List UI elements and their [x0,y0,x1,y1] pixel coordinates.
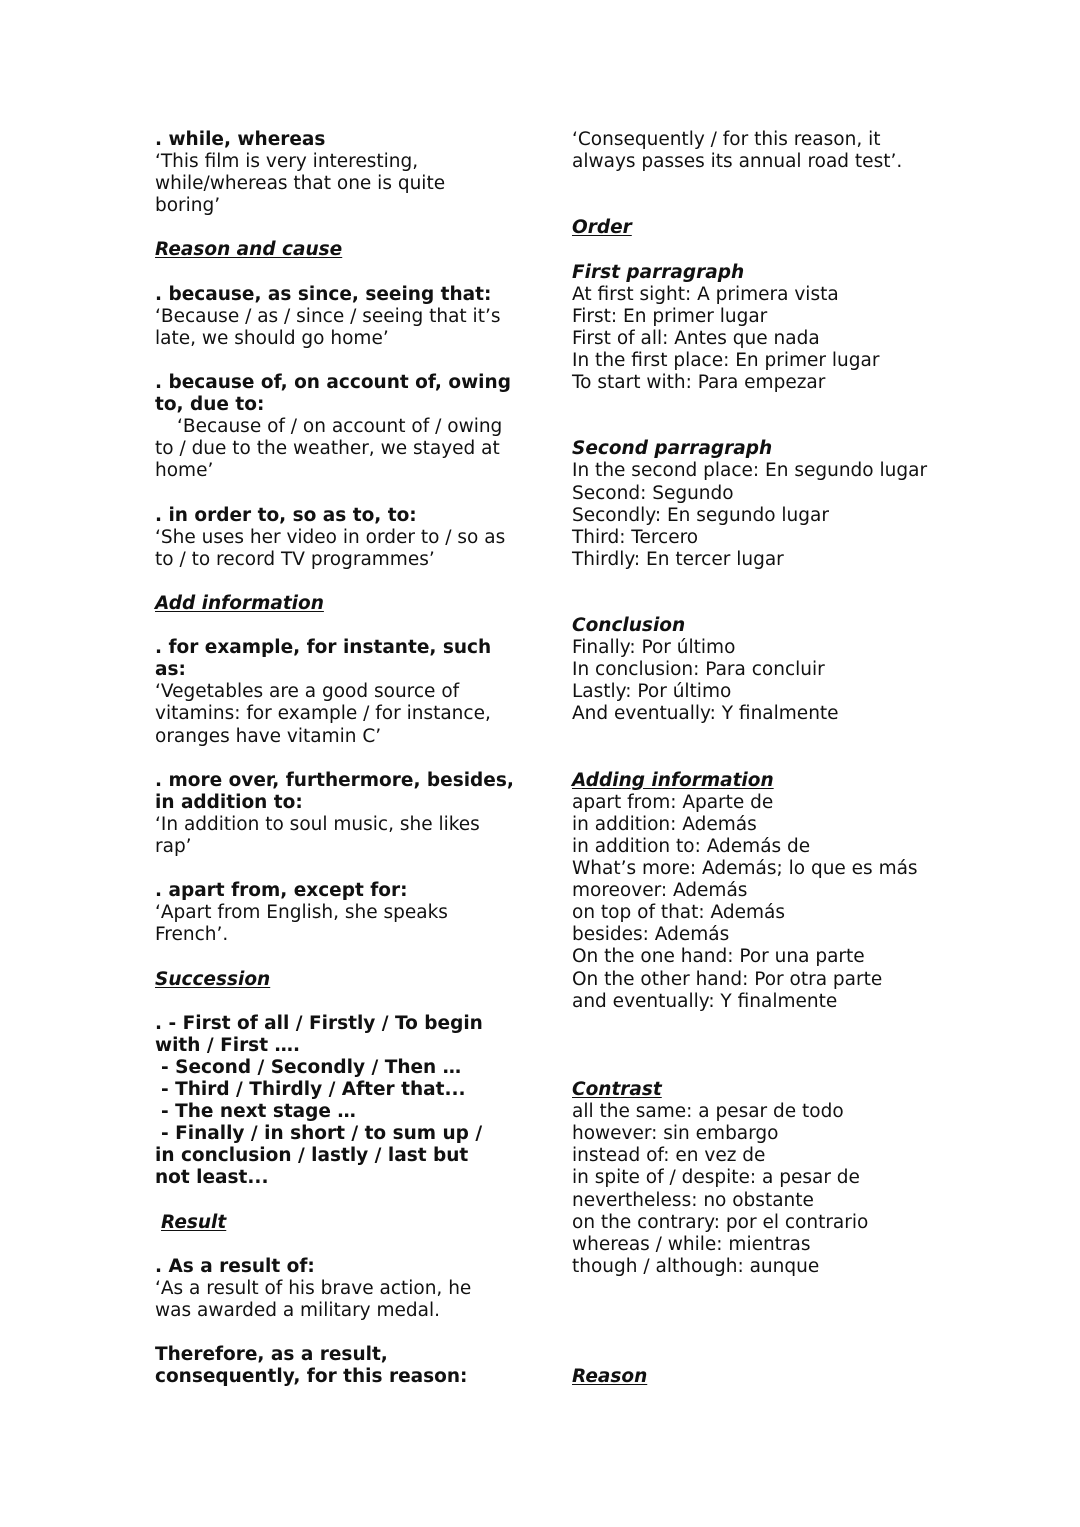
vocab-item: And eventually: Y finalmente [572,703,839,725]
vocab-item: On the one hand: Por una parte [572,946,865,968]
succession-line: - Second / Secondly / Then … [161,1056,462,1078]
example-line: oranges have vitamin C’ [155,725,382,747]
example-line: to / due to the weather, we stayed at [155,438,500,460]
example-line: ‘Because of / on account of / owing [177,416,503,438]
connector-moreover: in addition to: [155,791,303,813]
example-line: ‘Vegetables are a good source of [155,681,460,703]
succession-line: . - First of all / Firstly / To begin [155,1012,483,1034]
connector-because-of: . because of, on account of, owing [155,372,511,394]
connector-moreover: . more over, furthermore, besides, [155,769,514,791]
vocab-item: whereas / while: mientras [572,1233,811,1255]
vocab-item: Lastly: Por último [572,681,732,703]
connector-for-example: as: [155,659,186,681]
example-line: ‘This film is very interesting, [155,151,419,173]
example-line: to / to record TV programmes’ [155,548,435,570]
example-line: French’. [155,924,229,946]
section-heading-adding-information: Adding information [572,769,774,791]
connector-as-a-result: . As a result of: [155,1255,315,1277]
connector-because-of: to, due to: [155,394,265,416]
vocab-item: in spite of / despite: a pesar de [572,1167,860,1189]
section-heading-result: Result [161,1211,227,1233]
connector-while: . while, whereas [155,129,326,150]
example-line: ‘Because / as / since / seeing that it’s [155,305,501,327]
example-line: was awarded a military medal. [155,1299,441,1321]
vocab-item: First: En primer lugar [572,305,768,327]
example-line: late, we should go home’ [155,327,389,349]
vocab-item: and eventually: Y finalmente [572,990,838,1012]
vocab-item: apart from: Aparte de [572,791,774,813]
right-column [572,129,952,1388]
example-line: ‘In addition to soul music, she likes [155,813,480,835]
vocab-item: First of all: Antes que nada [572,327,820,349]
connector-for-example: . for example, for instante, such [155,637,492,659]
vocab-item: Thirdly: En tercer lugar [572,548,784,570]
example-line: ‘Apart from English, she speaks [155,902,448,924]
left-column [155,129,525,1388]
vocab-item: What’s more: Además; lo que es más [572,858,918,880]
vocab-item: Finally: Por último [572,637,736,659]
succession-line: with / First …. [155,1034,301,1056]
vocab-item: nevertheless: no obstante [572,1189,814,1211]
vocab-item: At first sight: A primera vista [572,283,839,305]
section-heading-contrast: Contrast [572,1079,662,1101]
connector-therefore: Therefore, as a result, [155,1344,388,1366]
connector-apart-from: . apart from, except for: [155,880,408,902]
example-line: ‘She uses her video in order to / so as [155,526,506,548]
connector-therefore: consequently, for this reason: [155,1366,468,1388]
vocab-item: Third: Tercero [572,526,699,548]
section-heading-add-information: Add information [155,592,324,614]
vocab-item: all the same: a pesar de todo [572,1101,844,1123]
example-line: while/whereas that one is quite [155,173,446,195]
example-line: home’ [155,460,214,482]
succession-line: - Finally / in short / to sum up / [161,1123,483,1145]
subheading-conclusion: Conclusion [572,615,686,637]
connector-because: . because, as since, seeing that: [155,283,492,305]
vocab-item: Secondly: En segundo lugar [572,504,829,526]
vocab-item: In the first place: En primer lugar [572,349,880,371]
succession-line: not least... [155,1167,269,1189]
example-line: ‘As a result of his brave action, he [155,1277,472,1299]
vocab-item: however: sin embargo [572,1123,779,1145]
section-heading-reason: Reason [572,1366,648,1388]
vocab-item: On the other hand: Por otra parte [572,968,883,990]
vocab-item: on top of that: Además [572,902,785,924]
vocab-item: in addition to: Además de [572,836,811,857]
example-line: always passes its annual road test’. [572,151,903,173]
section-heading-succession: Succession [155,968,271,990]
vocab-item: on the contrary: por el contrario [572,1211,869,1233]
example-line: rap’ [155,836,192,857]
vocab-item: In the second place: En segundo lugar [572,460,928,482]
vocab-item: To start with: Para empezar [572,372,826,394]
example-line: boring’ [155,195,221,217]
subheading-first-paragraph: First parragraph [572,261,745,283]
vocab-item: though / although: aunque [572,1255,820,1277]
vocab-item: moreover: Además [572,880,748,902]
example-line: vitamins: for example / for instance, [155,703,491,725]
connector-in-order-to: . in order to, so as to, to: [155,504,417,526]
section-heading-order: Order [572,217,632,239]
example-line: ‘Consequently / for this reason, it [572,129,881,150]
succession-line: in conclusion / lastly / last but [155,1145,469,1167]
vocab-item: in addition: Además [572,813,757,835]
subheading-second-paragraph: Second parragraph [572,438,773,460]
vocab-item: Second: Segundo [572,482,734,504]
vocab-item: besides: Además [572,924,730,946]
vocab-item: instead of: en vez de [572,1145,766,1167]
succession-line: - Third / Thirdly / After that... [161,1079,466,1101]
vocab-item: In conclusion: Para concluir [572,659,825,681]
section-heading-reason-cause: Reason and cause [155,239,343,261]
succession-line: - The next stage … [161,1101,356,1123]
